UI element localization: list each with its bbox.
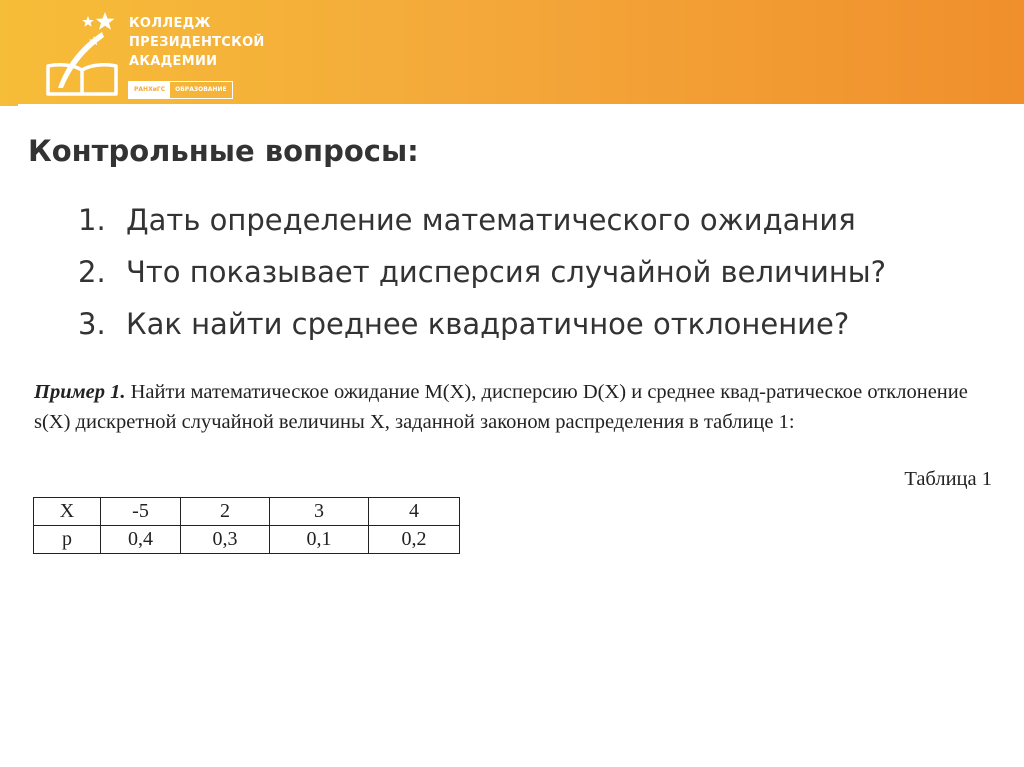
table-cell: p <box>34 526 101 554</box>
header-divider <box>18 104 1024 107</box>
table-cell: X <box>34 498 101 526</box>
table-cell: 0,2 <box>369 526 460 554</box>
logo-line: АКАДЕМИИ <box>129 54 218 69</box>
logo-line: КОЛЛЕДЖ <box>129 16 211 31</box>
list-item <box>78 197 886 249</box>
list-item-text: Как найти среднее квадратичное отклонение? <box>126 307 850 341</box>
table-row <box>34 526 460 554</box>
table-cell: 0,3 <box>181 526 270 554</box>
star-icon <box>96 12 115 30</box>
table-cell: 0,4 <box>101 526 181 554</box>
table-cell: 0,1 <box>270 526 369 554</box>
list-item-text: Дать определение математического ожидания <box>126 203 856 237</box>
table-cell: 2 <box>181 498 270 526</box>
table-cell: -5 <box>101 498 181 526</box>
logo-text <box>129 14 265 71</box>
open-book-icon <box>48 65 116 94</box>
distribution-table <box>33 497 460 554</box>
list-item <box>78 249 886 301</box>
logo-line: ПРЕЗИДЕНТСКОЙ <box>129 35 265 50</box>
page-title: Контрольные вопросы: <box>28 134 419 168</box>
list-item-number: 2. <box>78 255 106 289</box>
table-row <box>34 498 460 526</box>
list-item-text: Что показывает дисперсия случайной величины? <box>126 255 887 289</box>
table-caption: Таблица 1 <box>904 468 992 490</box>
example-text: Найти математическое ожидание M(X), дисперсию D(X) и среднее квад-ратическое отклонение s(X) дискретной случайной величины X, заданной законом распределения в таблице 1: <box>34 381 968 433</box>
logo-badge <box>128 81 233 99</box>
college-logo-icon <box>44 10 122 98</box>
example-paragraph <box>34 377 994 437</box>
header-banner <box>0 0 1024 106</box>
questions-list <box>78 197 886 353</box>
list-item <box>78 301 886 353</box>
list-item-number: 3. <box>78 307 106 341</box>
example-label: Пример 1. <box>34 381 126 403</box>
list-item-number: 1. <box>78 203 106 237</box>
badge-education: ОБРАЗОВАНИЕ <box>175 86 227 93</box>
table-cell: 3 <box>270 498 369 526</box>
star-icon <box>82 16 94 27</box>
table-cell: 4 <box>369 498 460 526</box>
badge-ranepa: РАНХиГС <box>129 82 170 98</box>
